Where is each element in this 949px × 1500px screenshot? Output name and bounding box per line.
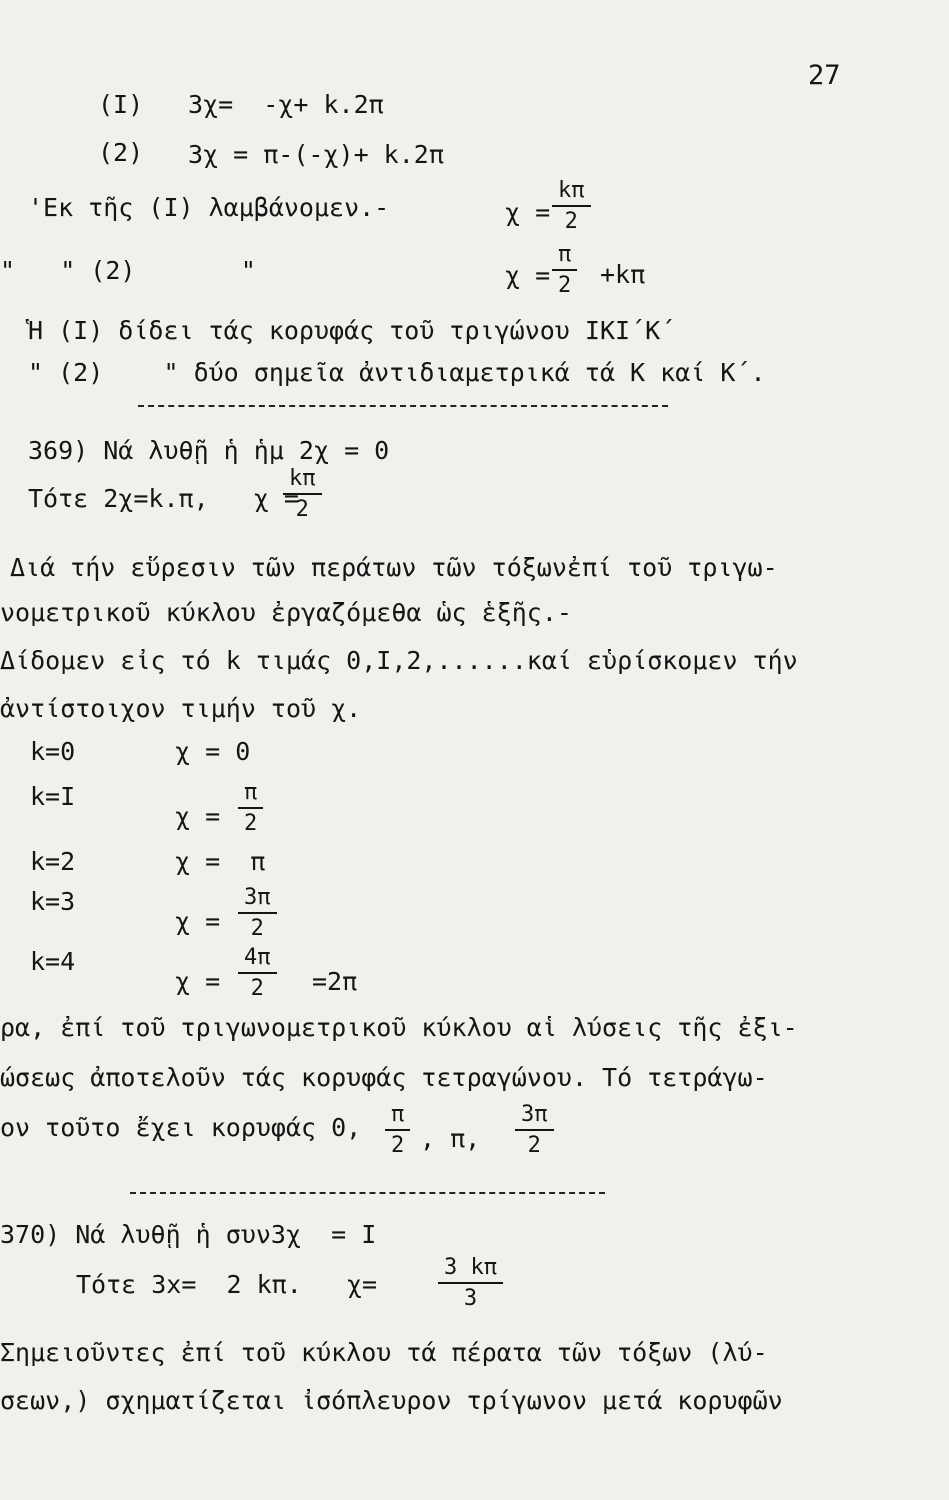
denominator: 2 xyxy=(238,972,277,1001)
numerator: kπ xyxy=(558,178,585,203)
problem-369-heading: 369) Νά λυθῇ ἡ ἡμ 2χ = 0 xyxy=(28,436,390,465)
paragraph-line: νομετρικοῦ κύκλου ἐργαζόμεθα ὡς ἑξῆς.- xyxy=(0,598,572,627)
gives-line-1: Ἡ (I) δίδει τάς κορυφάς τοῦ τριγώνου ΙΚΙ΄Κ΄ xyxy=(28,316,676,345)
denominator: 2 xyxy=(283,493,322,522)
fraction xyxy=(238,885,277,941)
denominator: 2 xyxy=(385,1129,410,1158)
denominator: 2 xyxy=(515,1129,554,1158)
fraction-3pi-over-2 xyxy=(515,1102,554,1158)
from-eq2-lhs: χ = xyxy=(505,261,551,290)
numerator: 3 kπ xyxy=(444,1255,497,1280)
x-value: χ = 0 xyxy=(175,737,251,766)
eq1: 3χ= -χ+ k.2π xyxy=(188,90,384,119)
fraction-3kpi-over-3 xyxy=(438,1255,503,1311)
problem-369-tote: Τότε 2χ=k.π, χ = xyxy=(28,484,299,513)
denominator: 3 xyxy=(438,1282,503,1311)
numerator: π xyxy=(244,780,258,805)
x-value: χ = xyxy=(175,967,221,996)
fraction xyxy=(238,945,277,1001)
numerator: 3π xyxy=(244,885,271,910)
conclusion-mid: , π, xyxy=(420,1124,481,1153)
eq2-label: (2) xyxy=(98,138,144,167)
fraction xyxy=(238,780,263,836)
eq1-label: (I) xyxy=(98,90,144,119)
x-value-tail: =2π xyxy=(312,967,358,996)
problem-370-tote: Τότε 3x= 2 kπ. χ= xyxy=(76,1270,378,1299)
conclusion-line: ώσεως ἀποτελοῦν τάς κορυφάς τετραγώνου. Τό τετράγω- xyxy=(0,1063,768,1092)
numerator: π xyxy=(558,242,572,267)
conclusion-line: ρα, ἐπί τοῦ τριγωνομετρικοῦ κύκλου αἱ λύσεις τῆς ἐξι- xyxy=(0,1013,798,1042)
k-value: k=0 xyxy=(30,737,76,766)
paragraph-line: ἀντίστοιχον τιμήν τοῦ χ. xyxy=(0,694,362,723)
paragraph-line: Σημειοῦντες ἐπί τοῦ κύκλου τά πέρατα τῶν τόξων (λύ- xyxy=(0,1338,768,1367)
paragraph-line: Διά τήν εὕρεσιν τῶν περάτων τῶν τόξωνἐπί τοῦ τριγω- xyxy=(10,553,778,582)
from-eq2-text: " " (2) " xyxy=(0,256,256,285)
k-value: k=3 xyxy=(30,887,76,916)
x-value: χ = xyxy=(175,802,221,831)
conclusion-line: ον τοῦτο ἔχει κορυφάς 0, xyxy=(0,1113,362,1142)
from-eq1-lhs: χ = xyxy=(505,198,551,227)
eq2: 3χ = π-(-χ)+ k.2π xyxy=(188,140,444,169)
k-value: k=2 xyxy=(30,847,76,876)
fraction-pi-over-2 xyxy=(552,242,577,298)
section-divider xyxy=(138,405,668,407)
fraction-k-pi-over-2 xyxy=(283,466,322,522)
from-eq2-rhs: +kπ xyxy=(600,260,646,289)
problem-370-heading: 370) Νά λυθῇ ἡ συν3χ = I xyxy=(0,1220,377,1249)
denominator: 2 xyxy=(552,205,591,234)
paragraph-line: Δίδομεν εἰς τό k τιμάς 0,I,2,......καί εὑρίσκομεν τήν xyxy=(0,646,798,675)
paragraph-line: σεων,) σχηματίζεται ἰσόπλευρον τρίγωνον μετά κορυφῶν xyxy=(0,1386,783,1415)
numerator: 3π xyxy=(521,1102,548,1127)
fraction-k-pi-over-2 xyxy=(552,178,591,234)
denominator: 2 xyxy=(238,807,263,836)
fraction-pi-over-2 xyxy=(385,1102,410,1158)
page-number: 27 xyxy=(808,60,841,91)
x-value: χ = xyxy=(175,907,221,936)
numerator: π xyxy=(391,1102,405,1127)
from-eq1-text: 'Εκ τῆς (I) λαμβάνομεν.- xyxy=(28,193,390,222)
denominator: 2 xyxy=(238,912,277,941)
section-divider xyxy=(130,1192,605,1194)
k-value: k=4 xyxy=(30,947,76,976)
gives-line-2: " (2) " δύο σημεῖα ἀντιδιαμετρικά τά Κ καί Κ΄. xyxy=(28,358,766,387)
numerator: kπ xyxy=(289,466,316,491)
numerator: 4π xyxy=(244,945,271,970)
denominator: 2 xyxy=(552,269,577,298)
x-value: χ = π xyxy=(175,847,266,876)
k-value: k=I xyxy=(30,782,76,811)
